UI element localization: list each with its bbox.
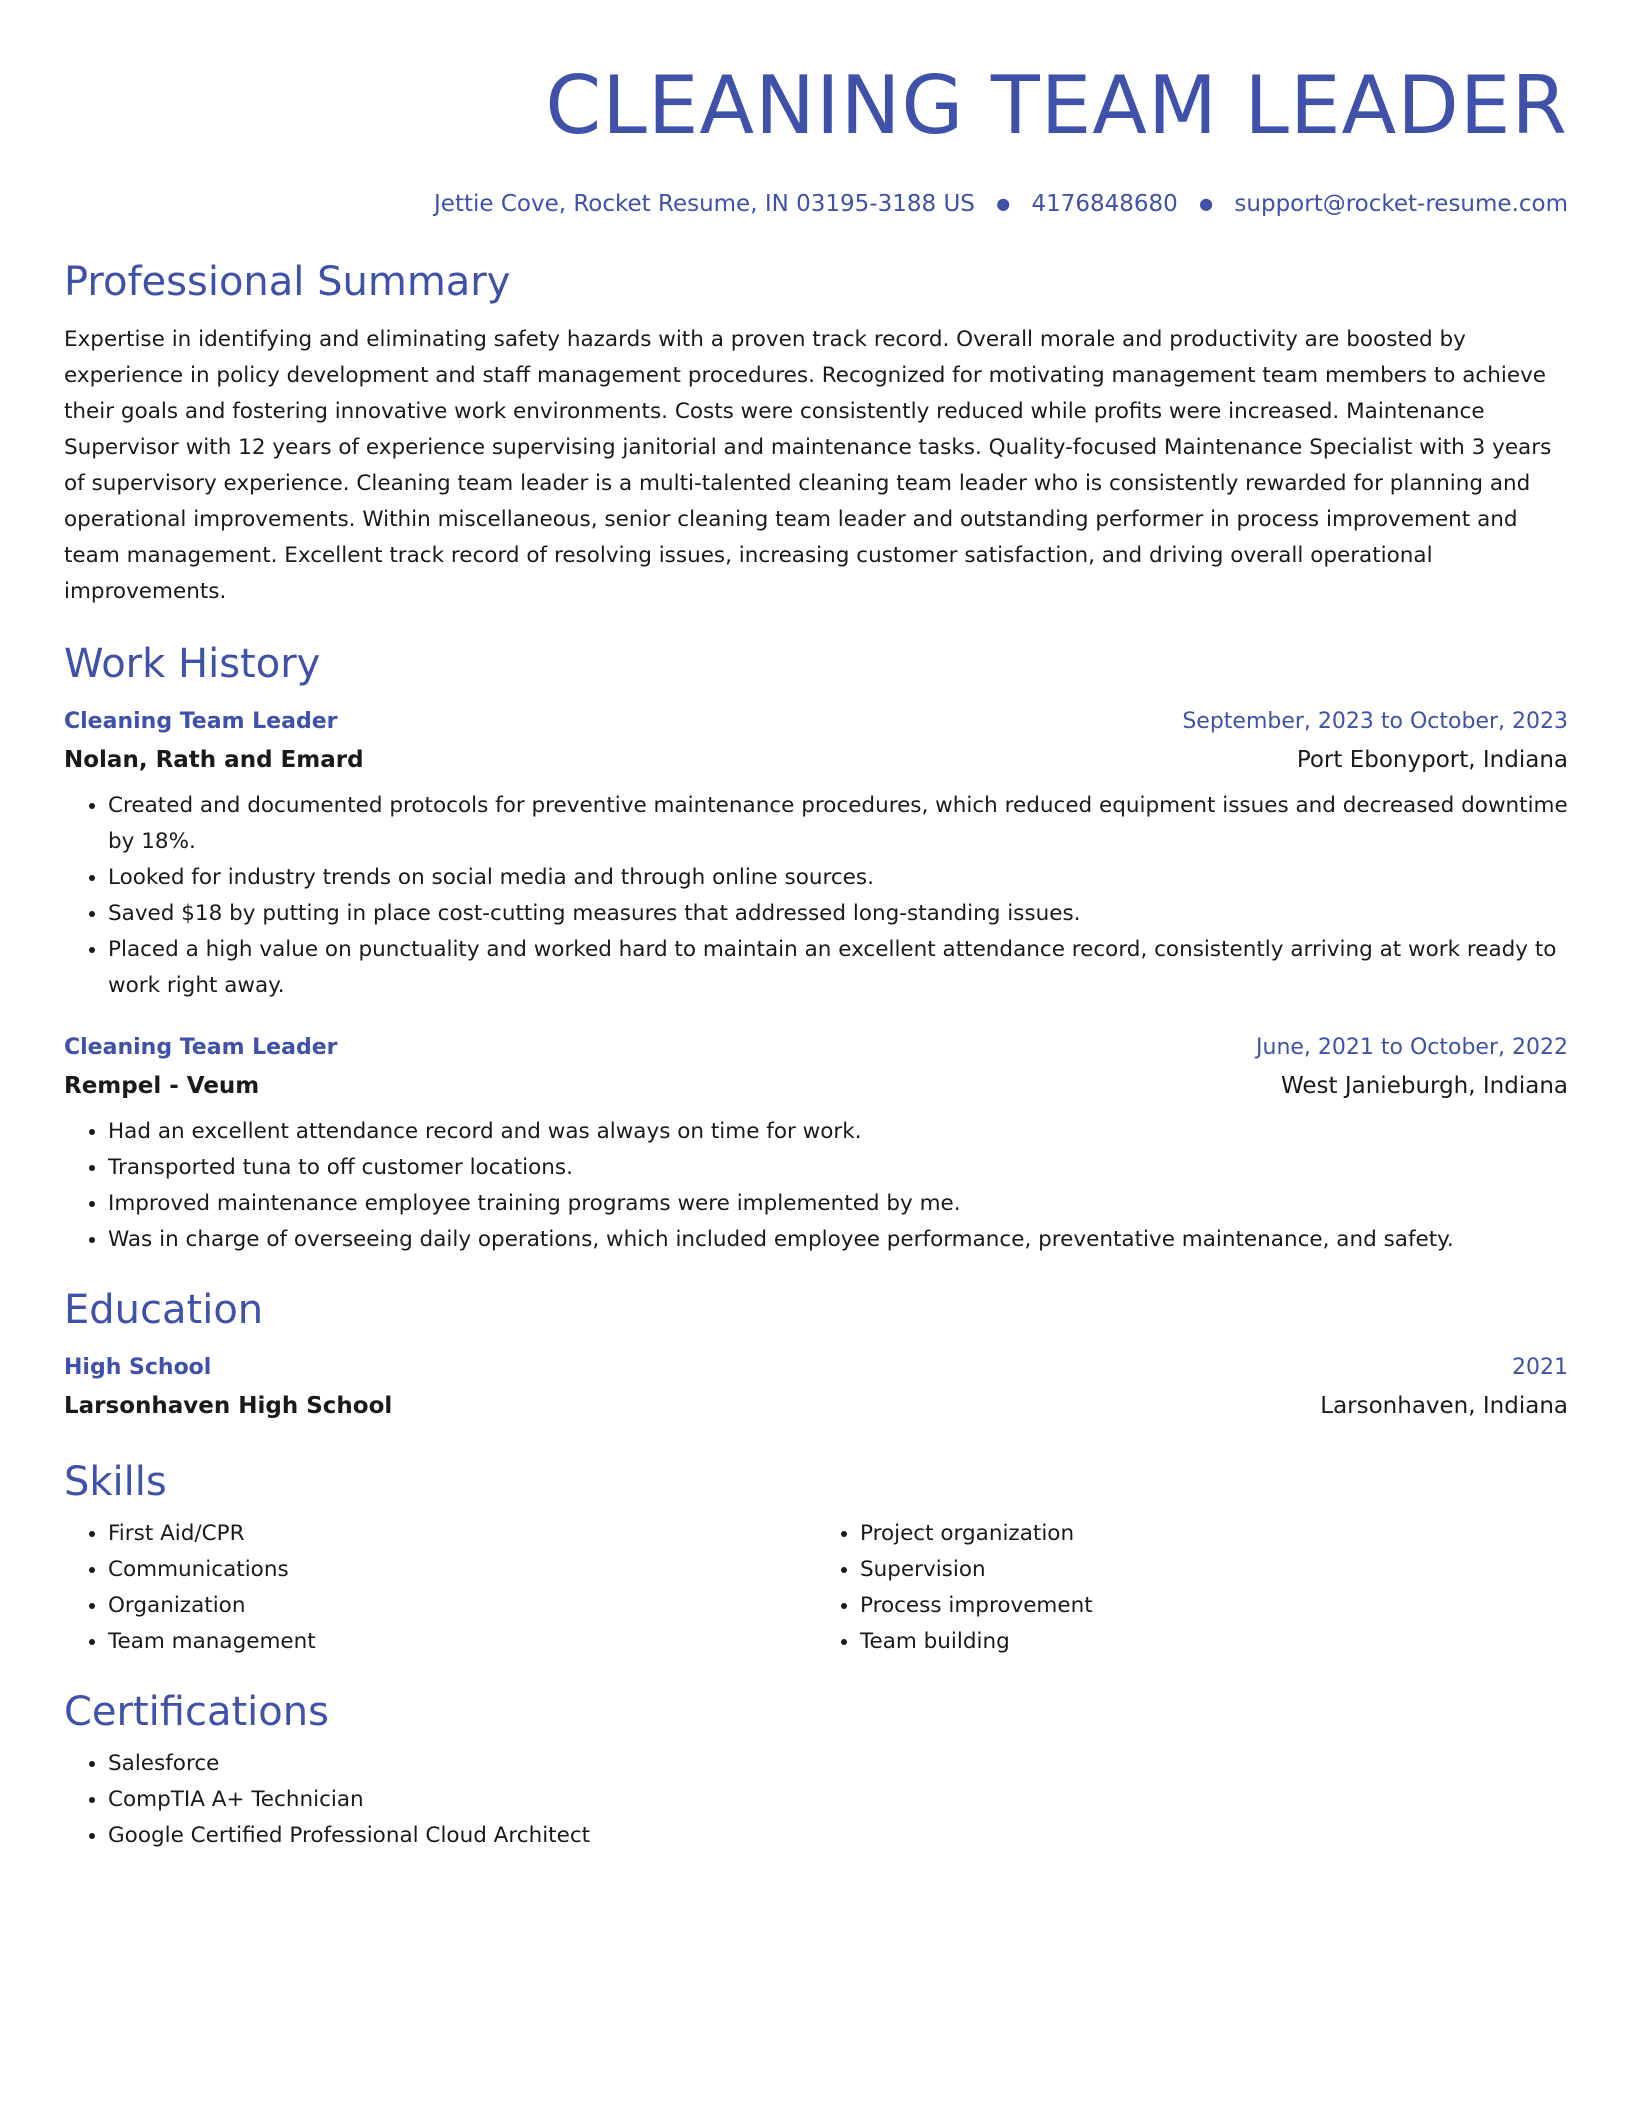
list-item: • Looked for industry trends on social media and through online sources.	[108, 860, 1568, 896]
job-company: Rempel - Veum	[64, 1073, 260, 1099]
list-item: • Transported tuna to off customer locations.	[108, 1150, 1568, 1186]
job-title: Cleaning Team Leader	[64, 709, 338, 734]
skill-item: • Team management	[108, 1624, 816, 1660]
job-entry	[64, 704, 1568, 1004]
skills-list-left	[64, 1516, 816, 1660]
job-location: Port Ebonyport, Indiana	[1296, 747, 1568, 773]
list-item: • Had an excellent attendance record and was always on time for work.	[108, 1114, 1568, 1150]
skill-item: • Process improvement	[860, 1588, 1568, 1624]
contact-line	[64, 188, 1568, 220]
list-item: • Saved $18 by putting in place cost-cutting measures that addressed long-standing issues.	[108, 896, 1568, 932]
list-item: • Was in charge of overseeing daily operations, which included employee performance, preventative maintenance, and safety.	[108, 1222, 1568, 1258]
job-bullets	[64, 1114, 1568, 1258]
skill-item: • First Aid/CPR	[108, 1516, 816, 1552]
list-item: • Improved maintenance employee training programs were implemented by me.	[108, 1186, 1568, 1222]
education-entry	[64, 1350, 1568, 1426]
skills-columns	[64, 1516, 1568, 1660]
section-title-education: Education	[64, 1287, 264, 1333]
certifications-list	[64, 1746, 1568, 1854]
job-location: West Janieburgh, Indiana	[1281, 1073, 1568, 1099]
list-item: • Created and documented protocols for preventive maintenance procedures, which reduced equipment issues and decreased downtime by 18%.	[108, 788, 1568, 860]
section-title-certifications: Certifications	[64, 1689, 329, 1735]
contact-email[interactable]: support@rocket-resume.com	[1234, 191, 1568, 217]
separator-dot: ●	[996, 194, 1011, 213]
education-school: Larsonhaven High School	[64, 1393, 393, 1419]
job-dates: June, 2021 to October, 2022	[1256, 1035, 1568, 1060]
section-title-summary: Professional Summary	[64, 259, 511, 305]
job-company: Nolan, Rath and Emard	[64, 747, 364, 773]
job-dates: September, 2023 to October, 2023	[1182, 709, 1568, 734]
skill-item: • Organization	[108, 1588, 816, 1624]
education-location: Larsonhaven, Indiana	[1320, 1393, 1568, 1419]
certifications-section	[64, 1686, 1568, 1854]
list-item: • Placed a high value on punctuality and worked hard to maintain an excellent attendance record, consistently arriving at work ready to work right away.	[108, 932, 1568, 1004]
summary-text: Expertise in identifying and eliminating safety hazards with a proven track record. Overall morale and productivity are boosted by experience in policy development and staff management procedures. Recognized for motivating management team members to achieve their goals and fostering innovative work environments. Costs were consistently reduced while profits were increased. Maintenance Supervisor with 12 years of experience supervising janitorial and maintenance tasks. Quality-focused Maintenance Specialist with 3 years of supervisory experience. Cleaning team leader is a multi-talented cleaning team leader who is consistently rewarded for planning and operational improvements. Within miscellaneous, senior cleaning team leader and outstanding performer in process improvement and team management. Excellent track record of resolving issues, increasing customer satisfaction, and driving overall operational improvements.	[64, 327, 1552, 604]
certification-item: • CompTIA A+ Technician	[108, 1782, 1568, 1818]
work-history-section	[64, 638, 1568, 1258]
job-bullets	[64, 788, 1568, 1004]
certification-item: • Google Certified Professional Cloud Architect	[108, 1818, 1568, 1854]
separator-dot: ●	[1199, 194, 1214, 213]
resume-name: CLEANING TEAM LEADER	[545, 59, 1568, 152]
education-section	[64, 1284, 1568, 1426]
section-title-work-history: Work History	[64, 641, 321, 687]
summary-section	[64, 256, 1568, 610]
contact-phone[interactable]: 4176848680	[1031, 191, 1178, 217]
education-degree: High School	[64, 1355, 212, 1380]
skill-item: • Team building	[860, 1624, 1568, 1660]
skill-item: • Project organization	[860, 1516, 1568, 1552]
certification-item: • Salesforce	[108, 1746, 1568, 1782]
skills-section	[64, 1456, 1568, 1660]
skill-item: • Communications	[108, 1552, 816, 1588]
job-title: Cleaning Team Leader	[64, 1035, 338, 1060]
job-entry	[64, 1030, 1568, 1258]
skill-item: • Supervision	[860, 1552, 1568, 1588]
contact-address: Jettie Cove, Rocket Resume, IN 03195-3188 US	[434, 191, 975, 217]
section-title-skills: Skills	[64, 1459, 167, 1505]
education-year: 2021	[1512, 1355, 1568, 1380]
skills-list-right	[816, 1516, 1568, 1660]
